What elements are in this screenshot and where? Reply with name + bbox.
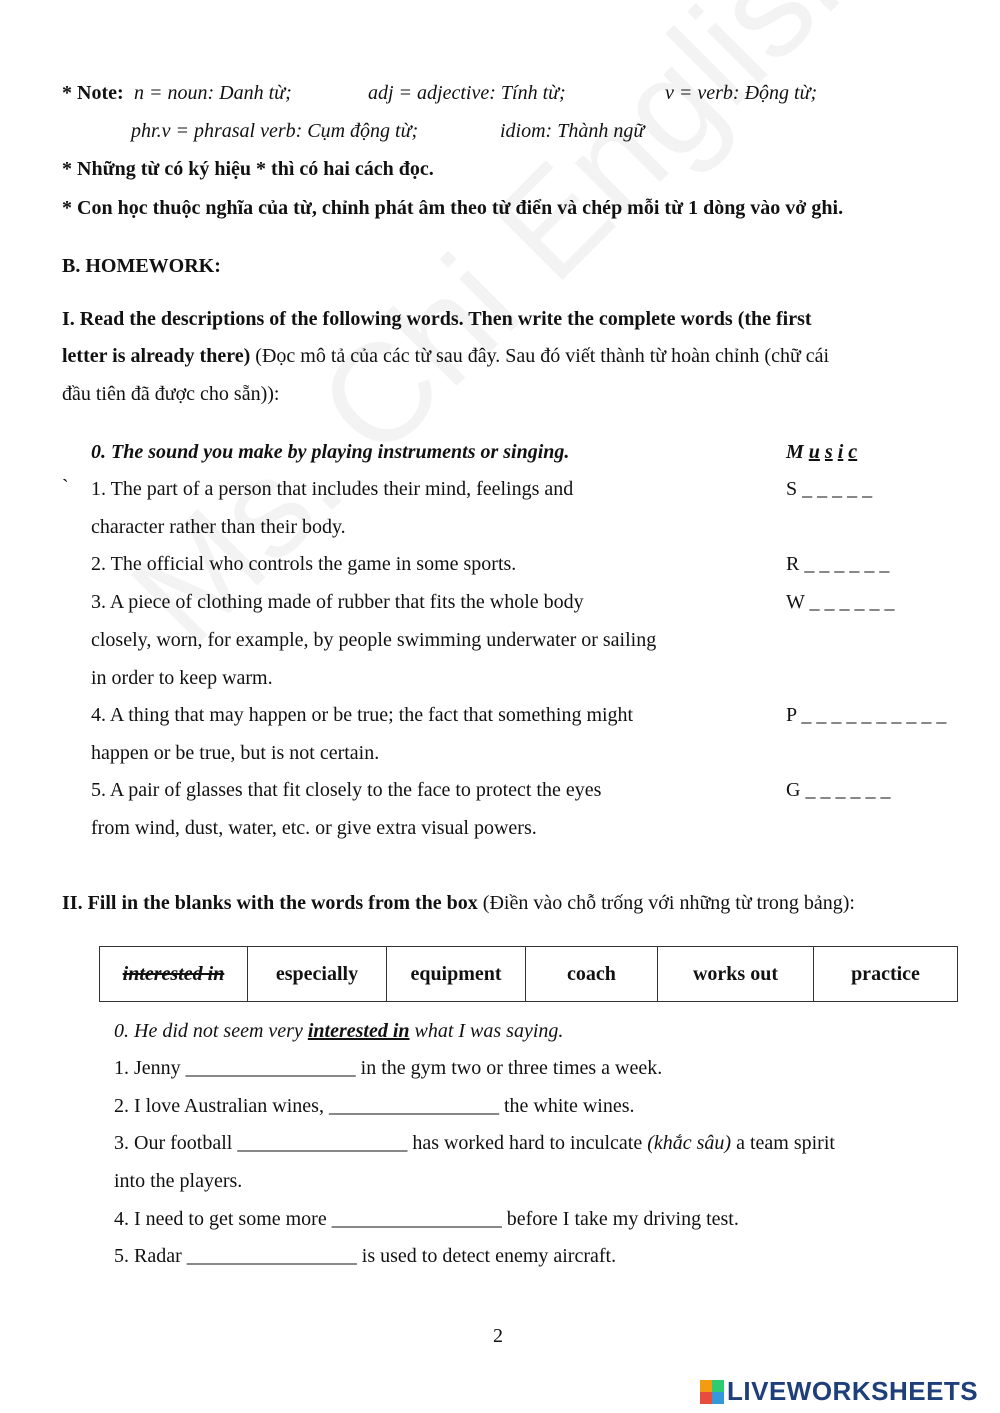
note-noun: n = noun: Danh từ;: [134, 82, 292, 104]
note-adjective: adj = adjective: Tính từ;: [368, 82, 566, 104]
sentence-text: 4. I need to get some more: [114, 1208, 332, 1230]
item3-answer-blank[interactable]: W _ _ _ _ _ _: [786, 591, 895, 613]
word-box-cell: practice: [814, 947, 958, 1002]
section1-heading-line3: đầu tiên đã được cho sẵn)):: [62, 383, 280, 405]
sentence-text: is used to detect enemy aircraft.: [356, 1245, 617, 1267]
item4-line1: 4. A thing that may happen or be true; the fact that something might: [91, 704, 634, 726]
logo-square: [712, 1380, 724, 1392]
logo-square: [700, 1392, 712, 1404]
fill-blank-1[interactable]: _________________: [185, 1057, 356, 1079]
fill-example-after: what I was saying.: [409, 1020, 564, 1042]
item3-line2: closely, worn, for example, by people swimming underwater or sailing: [91, 629, 657, 651]
liveworksheets-logo[interactable]: [700, 1376, 978, 1407]
item3-line3: in order to keep warm.: [91, 667, 273, 689]
section1-heading-bold: letter is already there): [62, 345, 251, 367]
fill-sentence-2: [114, 1095, 635, 1118]
note-label-row: [62, 82, 124, 105]
example-answer-letter: s: [824, 441, 833, 463]
word-box-word-used: interested in: [122, 962, 225, 985]
item5-answer-blank[interactable]: G _ _ _ _ _ _: [786, 779, 891, 801]
fill-sentence-3: [114, 1132, 835, 1155]
fill-sentence-1: [114, 1057, 662, 1080]
fill-sentence-5: [114, 1245, 616, 1268]
item5-line2: from wind, dust, water, etc. or give extra visual powers.: [91, 817, 537, 839]
item4-line2: happen or be true, but is not certain.: [91, 742, 380, 764]
logo-square: [712, 1392, 724, 1404]
stray-mark: `: [62, 476, 69, 498]
item1-answer-blank[interactable]: S _ _ _ _ _: [786, 478, 873, 500]
item5-line1: 5. A pair of glasses that fit closely to the face to protect the eyes: [91, 779, 602, 801]
word-box-cell: equipment: [387, 947, 526, 1002]
section1-heading-line2: [62, 345, 829, 368]
word-box-cell: works out: [658, 947, 814, 1002]
item3-line1: 3. A piece of clothing made of rubber that fits the whole body: [91, 591, 584, 613]
sentence-text: has worked hard to inculcate: [407, 1132, 648, 1154]
item1-line1: 1. The part of a person that includes their mind, feelings and: [91, 478, 574, 500]
fill-example: [114, 1020, 563, 1043]
note-study-instruction: * Con học thuộc nghĩa của từ, chỉnh phát âm theo từ điển và chép mỗi từ 1 dòng vào vở ghi.: [62, 197, 844, 219]
homework-heading: B. HOMEWORK:: [62, 255, 221, 277]
word-box-cell: especially: [248, 947, 387, 1002]
fill-sentence-4: [114, 1208, 739, 1231]
note-phrasal-verb: phr.v = phrasal verb: Cụm động từ;: [131, 120, 419, 142]
fill-blank-3[interactable]: _________________: [237, 1132, 408, 1154]
word-box-cell: [100, 947, 248, 1002]
example-answer: [786, 441, 857, 464]
example-answer-first: M: [786, 441, 804, 463]
item4-answer-blank[interactable]: P _ _ _ _ _ _ _ _ _ _: [786, 704, 947, 726]
sentence-gloss: (khắc sâu): [647, 1132, 732, 1154]
fill-example-answer: interested in: [307, 1020, 410, 1042]
word-box: [99, 946, 958, 1002]
liveworksheets-wordmark: LIVEWORKSHEETS: [727, 1376, 979, 1406]
note-idiom: idiom: Thành ngữ: [500, 120, 645, 142]
item1-line2: character rather than their body.: [91, 516, 346, 538]
word-box-cell: coach: [526, 947, 658, 1002]
sentence-text: before I take my driving test.: [501, 1208, 739, 1230]
sentence-text: in the gym two or three times a week.: [355, 1057, 663, 1079]
page-number: 2: [493, 1325, 503, 1347]
sentence-text: a team spirit: [731, 1132, 835, 1154]
section1-heading-line1: I. Read the descriptions of the following words. Then write the complete words (the first: [62, 308, 812, 330]
section1-heading-translation: (Đọc mô tả của các từ sau đây. Sau đó viết thành từ hoàn chỉnh (chữ cái: [250, 345, 830, 367]
logo-square: [700, 1380, 712, 1392]
fill-example-before: 0. He did not seem very: [114, 1020, 308, 1042]
example-answer-letter: c: [848, 441, 858, 463]
example-answer-letter: i: [837, 441, 844, 463]
fill-blank-2[interactable]: _________________: [328, 1095, 499, 1117]
fill-blank-4[interactable]: _________________: [331, 1208, 502, 1230]
note-label: * Note:: [62, 82, 124, 104]
example-answer-letter: u: [808, 441, 820, 463]
sentence-text: 1. Jenny: [114, 1057, 186, 1079]
note-two-readings: * Những từ có ký hiệu * thì có hai cách đọc.: [62, 158, 434, 180]
section2-heading-bold: II. Fill in the blanks with the words from the box: [62, 892, 478, 914]
item2-line1: 2. The official who controls the game in some sports.: [91, 553, 517, 575]
item2-answer-blank[interactable]: R _ _ _ _ _ _: [786, 553, 890, 575]
sentence-text: 3. Our football: [114, 1132, 238, 1154]
fill-blank-5[interactable]: _________________: [186, 1245, 357, 1267]
fill-sentence-3-line2: into the players.: [114, 1170, 243, 1192]
section2-heading-translation: (Điền vào chỗ trống với những từ trong bảng):: [477, 892, 855, 914]
note-verb: v = verb: Động từ;: [665, 82, 818, 104]
liveworksheets-logo-icon: [700, 1380, 724, 1404]
sentence-text: the white wines.: [498, 1095, 635, 1117]
section2-heading: [62, 892, 855, 915]
sentence-text: 5. Radar: [114, 1245, 187, 1267]
sentence-text: 2. I love Australian wines,: [114, 1095, 329, 1117]
example-description: 0. The sound you make by playing instruments or singing.: [91, 441, 570, 463]
